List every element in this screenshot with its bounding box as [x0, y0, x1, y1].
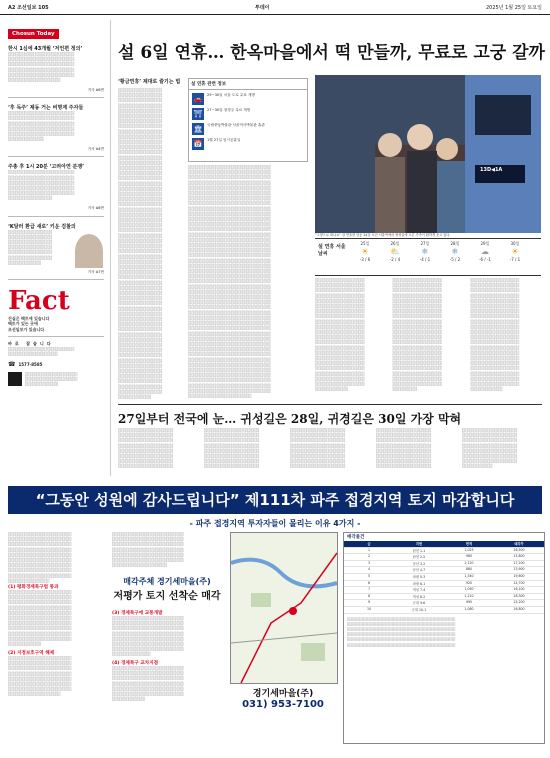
info-item: 27~30일 창경궁 무료 개방	[207, 108, 251, 112]
table-cell: 적성 7-4	[412, 588, 426, 593]
ad-center-title-2: 저평가 토지 선착순 매각	[113, 591, 221, 602]
columnist-photo	[75, 234, 103, 268]
table-header-cell: 매각가	[514, 542, 524, 546]
reader-phone[interactable]: 1577-8585	[18, 361, 43, 367]
table-row	[344, 554, 544, 561]
table-cell: 980	[465, 554, 473, 559]
ad-body: ░░░░░░░░░░░░░░░░░░░░░░░░░░ ░░░░░░░░░░░░░░░░░░░░░░░░░░ ░░░░░░░░░░░░░░░░░░░░░░░░░░ ░░░░░░░░░░░░░░░░░░░░░░░░░░ ░░░░░░░░░░░░░░░░░░░░░░░░░░ ░░░░░░░░░░░░░░░░░░░░░░░░░░ ░░░░░░░░░░░░░░░░░░░░	[112, 532, 184, 568]
sidebar-item-headline[interactable]: ‘후 독주’ 제동 거는 비명계 주자들	[8, 105, 84, 112]
weather-temp: -7 / 1	[509, 257, 521, 262]
table-row	[344, 561, 544, 568]
table-cell: 860	[465, 567, 473, 572]
fact-line: 조선일보가 있습니다	[8, 326, 45, 332]
train-sign: 13D◀1A	[480, 167, 503, 173]
table-header-cell: 면적	[465, 542, 473, 546]
table-row	[344, 594, 544, 601]
weather-day: 28일	[450, 241, 460, 246]
article-body: ░░░░░░░░░░░░░░░░░░░░ ░░░░░░░░░░░░░░░░░░░░ ░░░░░░░░░░░░░░░░░░░░ ░░░░░░░░░░░░░░░░░░░░ ░░░░░░░░░░░░░░░░░░░░ ░░░░░░░░░░░░░░░░░░░░ ░░░░░░░░░░░░░░░░░░░░ ░░░░░░░░░░░░░░░░░░░░	[290, 428, 346, 469]
subscribe-info: ░░░░░░░░░░░░░░░░░░░ ░░░░░░░░░░░░░░░░░░░ ░░░░░░░░░░░░	[25, 371, 78, 387]
table-cell: 1,340	[464, 573, 474, 578]
table-cell: 군내 9-6	[412, 601, 426, 606]
table-row	[344, 600, 544, 607]
table-cell: 1,210	[464, 593, 474, 598]
snow-icon: ❄	[451, 247, 459, 256]
table-row	[344, 587, 544, 594]
table-cell: 군내 10-1	[411, 607, 427, 612]
sub-headline[interactable]: 27일부터 전국에 눈… 귀성길은 28일, 귀경길은 30일 가장 막혀	[118, 412, 462, 426]
train-platform-photo	[315, 75, 541, 233]
article-body: ░░░░░░░░░░░░░░░░░░░░ ░░░░░░░░░░░░░░░░░░░░ ░░░░░░░░░░░░░░░░░░░░ ░░░░░░░░░░░░░░░░░░░░ ░░░░░░░░░░░░░░░░░░░░ ░░░░░░░░░░░░░░░░░░░░ ░░░░░░░░░░░░░░░░░░░░ ░░░░░░░░░░░░░░░░░░░░	[118, 428, 174, 469]
table-cell: 탄현 2-5	[412, 555, 426, 560]
sidebar-item-body: ░░░░░░░░░░░░░░░░░░░░░░░░ ░░░░░░░░░░░░░░░░░░░░░░░░ ░░░░░░░░░░░░░░░░░░░░░░░░ ░░░░░░░░░░░░░░░░░░░░░░░░ ░░░░░░░░░░░░░░░░░░░░░░░░ ░░░░░░░░░░░░░	[8, 111, 75, 142]
table-cell: 1,120	[464, 560, 474, 565]
table-cell: 적성 8-2	[412, 594, 426, 599]
table-cell: 1,050	[464, 587, 474, 592]
table-row	[344, 548, 544, 555]
weather-title: 설 연휴 서울 날씨	[318, 244, 346, 257]
ad-point-head: (4) 경제특구 교차지점	[112, 661, 159, 666]
ad-body: ░░░░░░░░░░░░░░░░░░░░░░░░░░ ░░░░░░░░░░░░░░░░░░░░░░░░░░ ░░░░░░░░░░░░░░░░░░░░░░░░░░ ░░░░░░░░░░░░░░░░░░░░░░░░░░ ░░░░░░░░░░░░░░░░░░░░░░░░░░ ░░░░░░░░░░░░░░░░░░░░░░░░░░ ░░░░░░░░░░░░░░░░░░░░░░░░░░ ░░░░░░░░░░░░░░	[112, 616, 184, 657]
article-body: ░░░░░░░░░░░░░░░░░░░░ ░░░░░░░░░░░░░░░░░░░░ ░░░░░░░░░░░░░░░░░░░░ ░░░░░░░░░░░░░░░░░░░░ ░░░░░░░░░░░░░░░░░░░░ ░░░░░░░░░░░░░░░░░░░░ ░░░░░░░░░░░░░░░░░░░░ ░░░░░░░░░░░░░░░░░░░░	[204, 428, 260, 469]
table-row	[344, 581, 544, 588]
ad-point-head: (1) 평화경제특구법 통과	[8, 585, 59, 590]
table-cell: 1	[367, 547, 371, 552]
main-headline[interactable]: 설 6일 연휴… 한옥마을에서 떡 만들까, 무료로 고궁 갈까	[118, 43, 545, 63]
holiday-info-box	[188, 78, 308, 162]
fact-line: 진실은 팩트에 있습니다	[8, 315, 50, 321]
real-estate-ad[interactable]	[0, 482, 550, 758]
ad-center-title: 매각주체 경기세마을(주)	[123, 577, 211, 586]
divider	[118, 404, 542, 405]
divider	[8, 156, 104, 157]
table-cell: 17,200	[513, 560, 525, 565]
car-icon: 🚗	[193, 95, 203, 103]
ad-point-head: (2) 지정보호구역 해제	[8, 651, 55, 656]
weather-temp: -4 / 1	[419, 257, 431, 262]
article-body: ░░░░░░░░░░░░░░░░░░ ░░░░░░░░░░░░░░░░░░ ░░░░░░░░░░░░░░░░░░ ░░░░░░░░░░░░░░░░░░ ░░░░░░░░░░░░░░░░░░ ░░░░░░░░░░░░░░░░░░ ░░░░░░░░░░░░░░░░░░ ░░░░░░░░░░░░░░░░░░ ░░░░░░░░░░░░░░░░░░ ░░░░░░░░░░░░░░░░░░ ░░░░░░░░░░░░░░░░░░ ░░░░░░░░░░░░░░░░░░ ░░░░░░░░░░░░░░░░░░ ░░░░░░░░░░░░░░░░░░ ░░░░░░░░░░░░░░░░░░ ░░░░░░░░░░░░░░░░░░ ░░░░░░░░░░░░░░░░░░ ░░░░░░░░░░░░░░░░░░ ░░░░░░░░░░░░░░░░░░ ░░░░░░░░░░░░░░░░░░ ░░░░░░░░░░░░░░░░░░ ░░░░░░░░░	[392, 278, 443, 392]
table-cell: 16,100	[513, 587, 525, 592]
sidebar-item-tag[interactable]: 기사 A4면	[87, 147, 104, 152]
table-notes: ░░░░░░░░░░░░░░░░░░░░░░░░░░░░░░░░░░░░░░░░░░░░░░░ ░░░░░░░░░░░░░░░░░░░░░░░░░░░░░░░░░░░░░░░░░░░░░░░ ░░░░░░░░░░░░░░░░░░░░░░░░░░░░░░░░░░░░░░░░░░░░░░░ ░░░░░░░░░░░░░░░░░░░░░░░░░░░░░░░░░░░░░░░░░░░░░░░ ░░░░░░░░░░░░░░░░░░░░░░░░░░░░░░░░░░░░░░░░░░░░░░░ ░░░░░░░░░░░░░░░░░░░░░░░░░░░░░░░░░░░░░░░░░░░░░░░	[347, 616, 456, 647]
palace-icon: ⛩	[193, 110, 203, 118]
table-cell: 문산 3-2	[412, 561, 426, 566]
table-header-cell: 순	[367, 542, 371, 546]
weather-temp: -5 / 2	[449, 257, 461, 262]
table-cell: 6	[367, 580, 371, 585]
table-cell: 4	[367, 567, 371, 572]
cloud-icon: ☁	[481, 247, 489, 256]
sidebar-item-headline[interactable]: 한시 1심에 43개월 ‘저언편 정의’	[8, 46, 83, 52]
info-item: 1월 27일 임시공휴일	[207, 138, 241, 142]
weather-day: 25일	[360, 241, 370, 246]
article-body: ░░░░░░░░░░░░░░░░░░ ░░░░░░░░░░░░░░░░░░ ░░░░░░░░░░░░░░░░░░ ░░░░░░░░░░░░░░░░░░ ░░░░░░░░░░░░░░░░░░ ░░░░░░░░░░░░░░░░░░ ░░░░░░░░░░░░░░░░░░ ░░░░░░░░░░░░░░░░░░ ░░░░░░░░░░░░░░░░░░ ░░░░░░░░░░░░░░░░░░ ░░░░░░░░░░░░░░░░░░ ░░░░░░░░░░░░░░░░░░ ░░░░░░░░░░░░░░░░░░ ░░░░░░░░░░░░░░░░░░ ░░░░░░░░░░░░░░░░░░ ░░░░░░░░░░░░░░░░░░ ░░░░░░░░░░░░░░░░░░ ░░░░░░░░░░░░░░░░░░ ░░░░░░░░░░░░░░░░░░ ░░░░░░░░░░░░░░░░░░ ░░░░░░░░░░░░░░░░░░ ░░░░░░░░░░░░	[315, 278, 365, 392]
sidebar-item-headline[interactable]: ‘K달러 환급 새로’ 키운 검찰의	[8, 223, 76, 230]
ad-point-head: (3) 경제특구에 교통개발	[112, 611, 163, 616]
table-cell: 14,700	[513, 580, 525, 585]
table-cell: 파평 6-1	[412, 581, 426, 586]
table-cell: 15,800	[513, 554, 525, 559]
table-cell: 5	[367, 573, 371, 578]
table-title: 매각물건	[347, 535, 365, 540]
article-column	[118, 78, 182, 406]
table-cell: 3	[367, 560, 371, 565]
snow-icon: ❄	[421, 247, 429, 256]
article-body: ░░░░░░░░░░░░░░░░░░░░ ░░░░░░░░░░░░░░░░░░░░ ░░░░░░░░░░░░░░░░░░░░ ░░░░░░░░░░░░░░░░░░░░ ░░░░░░░░░░░░░░░░░░░░ ░░░░░░░░░░░░░░░░░░░░ ░░░░░░░░░░░░░░░░░░░░ ░░░░░░░░░░░░░░░░░░░░	[376, 428, 432, 469]
ad-body: ░░░░░░░░░░░░░░░░░░░░░░░░░░ ░░░░░░░░░░░░░░░░░░░░░░░░░░ ░░░░░░░░░░░░░░░░░░░░░░░░░░ ░░░░░░░░░░░░░░░░░░░░░░░░░░ ░░░░░░░░░░░░░░░░░░░░░░░░░░ ░░░░░░░░░░░░░░░░░░░░░░░░░░ ░░░░░░░░░░░░	[112, 666, 184, 702]
land-listing-table	[343, 532, 545, 744]
table-cell: 15,200	[513, 600, 525, 605]
page-number: A2 조선일보 105	[8, 5, 49, 11]
fact-logo: Fact	[8, 285, 70, 316]
divider	[8, 279, 104, 280]
qr-code-icon[interactable]	[8, 372, 22, 386]
company-phone[interactable]: 031) 953-7100	[242, 699, 324, 710]
phone-icon: ☎	[8, 360, 16, 368]
table-cell: 18,300	[513, 593, 525, 598]
table-cell: 920	[465, 580, 473, 585]
table-cell: 990	[465, 600, 473, 605]
table-cell: 7	[367, 587, 371, 592]
article-columns	[118, 428, 542, 474]
sidebar-item-body: ░░░░░░░░░░░░░░░░ ░░░░░░░░░░░░░░░░ ░░░░░░░░░░░░░░░░ ░░░░░░░░░░░░░░░░ ░░░░░░░░░░░░░░░░ ░░░░░░░░░░░░░░░░ ░░░░░░░░░░░░	[8, 229, 53, 265]
info-item: 29~30일 서울 도로 무료 개방	[207, 93, 255, 97]
table-cell: 13,900	[513, 567, 525, 572]
table-cell: 1,080	[464, 606, 474, 611]
table-row	[344, 607, 544, 614]
table-cell: 16,500	[513, 547, 525, 552]
info-box-title: 설 연휴 관련 정보	[189, 79, 307, 90]
weather-day: 27일	[420, 241, 430, 246]
ad-contact	[230, 686, 336, 710]
museum-icon: 🏛	[193, 125, 203, 133]
section-name: 투데이	[255, 5, 270, 11]
weather-day: 29일	[480, 241, 490, 246]
article-columns	[315, 278, 541, 396]
table-row	[344, 567, 544, 574]
table-cell: 탄현 1-1	[412, 548, 426, 553]
ad-middle-column	[112, 532, 222, 750]
table-header-cell: 지번	[415, 542, 423, 546]
chosun-today-badge: Chosun Today	[8, 29, 59, 39]
article-body: ░░░░░░░░░░░░░░░░░░░░░░░░░░░░░░ ░░░░░░░░░░░░░░░░░░░░░░░░░░░░░░ ░░░░░░░░░░░░░░░░░░░░░░░░░░░░░░ ░░░░░░░░░░░░░░░░░░░░░░░░░░░░░░ ░░░░░░░░░░░░░░░░░░░░░░░░░░░░░░ ░░░░░░░░░░░░░░░░░░░░░░░░░░░░░░ ░░░░░░░░░░░░░░░░░░░░░░░░░░░░░░ ░░░░░░░░░░░░░░░░░░░░░░░░░░░░░░ ░░░░░░░░░░░░░░░░░░░░░░░░░░░░░░ ░░░░░░░░░░░░░░░░░░░░░░░░░░░░░░ ░░░░░░░░░░░░░░░░░░░░░░░░░░░░░░ ░░░░░░░░░░░░░░░░░░░░░░░░░░░░░░ ░░░░░░░░░░░░░░░░░░░░░░░░░░░░░░ ░░░░░░░░░░░░░░░░░░░░░░░░░░░░░░ ░░░░░░░░░░░░░░░░░░░░░░░░░░░░░░ ░░░░░░░░░░░░░░░░░░░░░░░░░░░░░░ ░░░░░░░░░░░░░░░░░░░░░░░░░░░░░░ ░░░░░░░░░░░░░░░░░░░░░░░░░░░░░░ ░░░░░░░░░░░░░░░░░░░░░░░░░░░░░░ ░░░░░░░░░░░░░░░░░░░░░░░░░░░░░░ ░░░░░░░░░░░░░░░░░░░░░░░░░░░░░░ ░░░░░░░░░░░░░░░░░░░░░░░░░░░░░░ ░░░░░░░░░░░░░░░░░░░░░░░░░░░░░░ ░░░░░░░░░░░░░░░░░░░░░░░░░░░░░░ ░░░░░░░░░░░░░░░░░░░░░░░░░░░░░░ ░░░░░░░░░░░░░░░░░░░░░░░░░░░░░░ ░░░░░░░░░░░░░░░░░░░░░░░░░░░░░░ ░░░░░░░░░░░░░░░░░░░░░░░░░░░░░░ ░░░░░░░░░░░░░░░░░░░░░░░░░░░░░░ ░░░░░░░░░░░░░░░░░░░░░░░░░░░░░░ ░░░░░░░░░░░░░░░░░░░░░░░░░░░░░░ ░░░░░░░░░░░░░░░░░░░░░░░░░░░░░░ ░░░░░░░░░░░░░░░░░░░░░░░░░░░░░░ ░░░░░░░░░░░░░░░░░░░░░░░░░░░░░░ ░░░░░░░░░░░░░░░░░░░░░░░░░░░░░░ ░░░░░░░░░░░░░░░░░░░░░░░░░░░░░░ ░░░░░░░░░░░░░░░░░░░░░░░░░░░░░░ ░░░░░░░░░░░░░░░░░░░░░░░░░░░░░░ ░░░░░░░░░░░░░░░░░░░░░░░░░░░░░░ ░░░░░░░░░░░░░░░░░░░░░░░░░░░░░░ ░░░░░░░░░░░░░░░░░░░░░░░░░░░░░░ ░░░░░░░░░░░░░░░░░░░░░░░░░░░░░░ ░░░░░░░░░░░░░░░░░░░░░░░░░░░░░░ ░░░░░░░░░░░░░░░░░░░░░░░░░░░░░░ ░░░░░░░░░░░░░░░░░░░░░░░	[188, 165, 271, 398]
divider	[8, 336, 104, 337]
corrections-body: ░░░░░░░░░░░░░░░░░░░░░░░░ ░░░░░░░░░░░░░░░░░░	[8, 346, 75, 357]
sidebar-item-body: ░░░░░░░░░░░░░░░░░░░░░░░░ ░░░░░░░░░░░░░░░░░░░░░░░░ ░░░░░░░░░░░░░░░░░░░░░░░░ ░░░░░░░░░░░░░░░░░░░░░░░░ ░░░░░░░░░░░░░░░░░░░░░░░░ ░░░░░░░░░░░░░░░░░░░	[8, 52, 75, 83]
info-item: 국립중앙박물관·서울역사박물관 휴관	[207, 123, 265, 127]
ad-subtitle: - 파주 접경지역 투자자들이 몰리는 이유 4가지 -	[189, 519, 361, 528]
sun-icon: ☀	[361, 247, 369, 256]
sun-icon: ☀	[511, 247, 519, 256]
article-body: ░░░░░░░░░░░░░░░░░░ ░░░░░░░░░░░░░░░░░░ ░░░░░░░░░░░░░░░░░░ ░░░░░░░░░░░░░░░░░░ ░░░░░░░░░░░░░░░░░░ ░░░░░░░░░░░░░░░░░░ ░░░░░░░░░░░░░░░░░░ ░░░░░░░░░░░░░░░░░░ ░░░░░░░░░░░░░░░░░░ ░░░░░░░░░░░░░░░░░░ ░░░░░░░░░░░░░░░░░░ ░░░░░░░░░░░░░░░░░░ ░░░░░░░░░░░░░░░░░░ ░░░░░░░░░░░░░░░░░░ ░░░░░░░░░░░░░░░░░░ ░░░░░░░░░░░░░░░░░░ ░░░░░░░░░░░░░░░░░░ ░░░░░░░░░░░░░░░░░░ ░░░░░░░░░░░░░░░░░░ ░░░░░░░░░░░░░░░░░░ ░░░░░░░░░░░░░░░░░░ ░░░░░░░░░░░░	[469, 278, 520, 392]
table-cell: 1,025	[464, 547, 474, 552]
article-kicker: ‘황금연휴’ 제대로 즐기는 법	[118, 79, 181, 85]
sidebar	[8, 20, 104, 420]
table-cell: 8	[367, 593, 371, 598]
article-body: ░░░░░░░░░░░░░░░░ ░░░░░░░░░░░░░░░░ ░░░░░░░░░░░░░░░░ ░░░░░░░░░░░░░░░░ ░░░░░░░░░░░░░░░░ ░░░░░░░░░░░░░░░░ ░░░░░░░░░░░░░░░░ ░░░░░░░░░░░░░░░░ ░░░░░░░░░░░░░░░░ ░░░░░░░░░░░░░░░░ ░░░░░░░░░░░░░░░░ ░░░░░░░░░░░░░░░░ ░░░░░░░░░░░░░░░░ ░░░░░░░░░░░░░░░░ ░░░░░░░░░░░░░░░░ ░░░░░░░░░░░░░░░░ ░░░░░░░░░░░░░░░░ ░░░░░░░░░░░░░░░░ ░░░░░░░░░░░░░░░░ ░░░░░░░░░░░░░░░░ ░░░░░░░░░░░░░░░░ ░░░░░░░░░░░░░░░░ ░░░░░░░░░░░░░░░░ ░░░░░░░░░░░░░░░░ ░░░░░░░░░░░░░░░░ ░░░░░░░░░░░░░░░░ ░░░░░░░░░░░░░░░░ ░░░░░░░░░░░░░░░░ ░░░░░░░░░░░░░░░░ ░░░░░░░░░░░░░░░░ ░░░░░░░░░░░░░░░░ ░░░░░░░░░░░░░░░░ ░░░░░░░░░░░░░░░░ ░░░░░░░░░░░░░░░░ ░░░░░░░░░░░░░░░░ ░░░░░░░░░░░░░░░░ ░░░░░░░░░░░░░░░░ ░░░░░░░░░░░░░░░░ ░░░░░░░░░░░░░░░░ ░░░░░░░░░░░░░░░░ ░░░░░░░░░░░░░░░░ ░░░░░░░░░░░░░░░░ ░░░░░░░░░░░░░░░░ ░░░░░░░░░░░░░░░░ ░░░░░░░░░░░░░░░░ ░░░░░░░░░░░░░░░░ ░░░░░░░░░░░░░░░░ ░░░░░░░░░░░░░░░░ ░░░░░░░░░░░░░░░░ ░░░░░░░░░░░░░░░░ ░░░░░░░░░░░░░░░░ ░░░░░░░░░░░░░░░░ ░░░░░░░░░░░░░░░░ ░░░░░░░░░░░░░░░░ ░░░░░░░░░░░░░░░░ ░░░░░░░░░░░░░░░░ ░░░░░░░░░░░░░░░░ ░░░░░░░░░░░░░░░░ ░░░░░░░░░░░░░░░░ ░░░░░░░░░░░░	[118, 88, 163, 399]
article-column	[188, 165, 306, 405]
sidebar-item-tag[interactable]: 기사 A6면	[87, 88, 104, 92]
table-cell: 16,800	[513, 606, 525, 611]
article-body: ░░░░░░░░░░░░░░░░░░░░ ░░░░░░░░░░░░░░░░░░░░ ░░░░░░░░░░░░░░░░░░░░ ░░░░░░░░░░░░░░░░░░░░ ░░░░░░░░░░░░░░░░░░░░ ░░░░░░░░░░░░░░░░░░░░ ░░░░░░░░░░░░░░░░░░░░ ░░░░░░░░░░░	[462, 428, 518, 469]
photo-caption: “고향으로 떠나요” 설 연휴를 앞둔 24일 오전 서울역에서 귀성길에 오른 가족이 환하게 웃고 있다.	[315, 233, 451, 237]
region-map	[231, 533, 337, 683]
weather-temp: -2 / 4	[389, 257, 401, 262]
cloud-sun-icon: ⛅	[390, 247, 400, 256]
sidebar-item-tag[interactable]: 기사 A6면	[87, 206, 104, 211]
sidebar-item-body: ░░░░░░░░░░░░░░░░░░░░░░░░ ░░░░░░░░░░░░░░░░░░░░░░░░ ░░░░░░░░░░░░░░░░░░░░░░░░ ░░░░░░░░░░░░░░░░░░░░░░░░ ░░░░░░░░░░░░░░░░░░░░░░░░ ░░░░░░░░░░░░░░░░	[8, 170, 75, 201]
fact-line: 팩트가 있는 곳에	[8, 321, 38, 327]
issue-date: 2025년 1월 25일 토요일	[485, 5, 542, 11]
table-header	[344, 541, 544, 548]
ad-map[interactable]	[230, 532, 338, 684]
sidebar-item-headline[interactable]: 주총 후 1시 20분 ‘고려아연 분쟁’	[8, 164, 85, 171]
calendar-icon: 📅	[193, 140, 203, 148]
corrections-label: 바로 잡습니다	[8, 341, 54, 347]
table-cell: 2	[367, 554, 371, 559]
page-header	[0, 0, 550, 15]
weather-temp: -3 / 6	[359, 257, 371, 262]
ad-body: ░░░░░░░░░░░░░░░░░░░░░░░ ░░░░░░░░░░░░░░░░░░░░░░░ ░░░░░░░░░░░░░░░░░░░░░░░ ░░░░░░░░░░░░░░░░░░░░░░░ ░░░░░░░░░░░░░░░░░░░░░░░ ░░░░░░░░░░░░░░░░░░░░░░░ ░░░░░░░░░░░░░░░░░░░░░░░ ░░░░░░░░░░░░░░░░░░░	[8, 656, 72, 697]
table-cell: 파평 5-3	[412, 574, 426, 579]
column-divider	[110, 20, 111, 476]
table-cell: 10	[366, 606, 372, 611]
weather-day: 26일	[390, 241, 400, 246]
divider	[8, 97, 104, 98]
ad-title[interactable]: “그동안 성원에 감사드립니다” 제111차 파주 접경지역 토지 마감합니다	[8, 486, 542, 514]
ad-body: ░░░░░░░░░░░░░░░░░░░░░░░ ░░░░░░░░░░░░░░░░░░░░░░░ ░░░░░░░░░░░░░░░░░░░░░░░ ░░░░░░░░░░░░░░░░░░░░░░░ ░░░░░░░░░░░░░░░░░░░░░░░ ░░░░░░░░░░░░░░░░░░░░░░░ ░░░░░░░░░░░░░░░░░░░░░░░ ░░░░░░░░░░░░░░░░░░░░░░░ ░░░░░░░░░░░░░░░░░░░░░░░ ░░░░░░░░░░░░░░░░░░░░░░░ ░░░░░░░░░░░░	[8, 590, 72, 647]
company-name: 경기세마을(주)	[252, 689, 314, 699]
ad-body: ░░░░░░░░░░░░░░░░░░░░░░░ ░░░░░░░░░░░░░░░░░░░░░░░ ░░░░░░░░░░░░░░░░░░░░░░░ ░░░░░░░░░░░░░░░░░░░░░░░ ░░░░░░░░░░░░░░░░░░░░░░░ ░░░░░░░░░░░░░░░░░░░░░░░ ░░░░░░░░░░░░░░░░░░░░░░░ ░░░░░░░░░░░░░░░░░░░░░░░ ░░░░░░░░░░░░░░░░░░░░░░░ ░░░░░░░░░░░░░░░	[8, 532, 72, 583]
table-cell: 19,600	[513, 573, 525, 578]
table-row	[344, 574, 544, 581]
news-photo[interactable]	[315, 75, 541, 233]
table-cell: 문산 4-7	[412, 568, 426, 573]
weather-day: 30일	[510, 241, 520, 246]
weather-strip	[315, 238, 541, 276]
divider	[8, 216, 104, 217]
sidebar-item-tag[interactable]: 기사 A7면	[87, 269, 104, 274]
table-cell: 9	[367, 600, 371, 605]
ad-left-column	[8, 532, 104, 750]
weather-temp: -6 / -1	[479, 257, 491, 262]
